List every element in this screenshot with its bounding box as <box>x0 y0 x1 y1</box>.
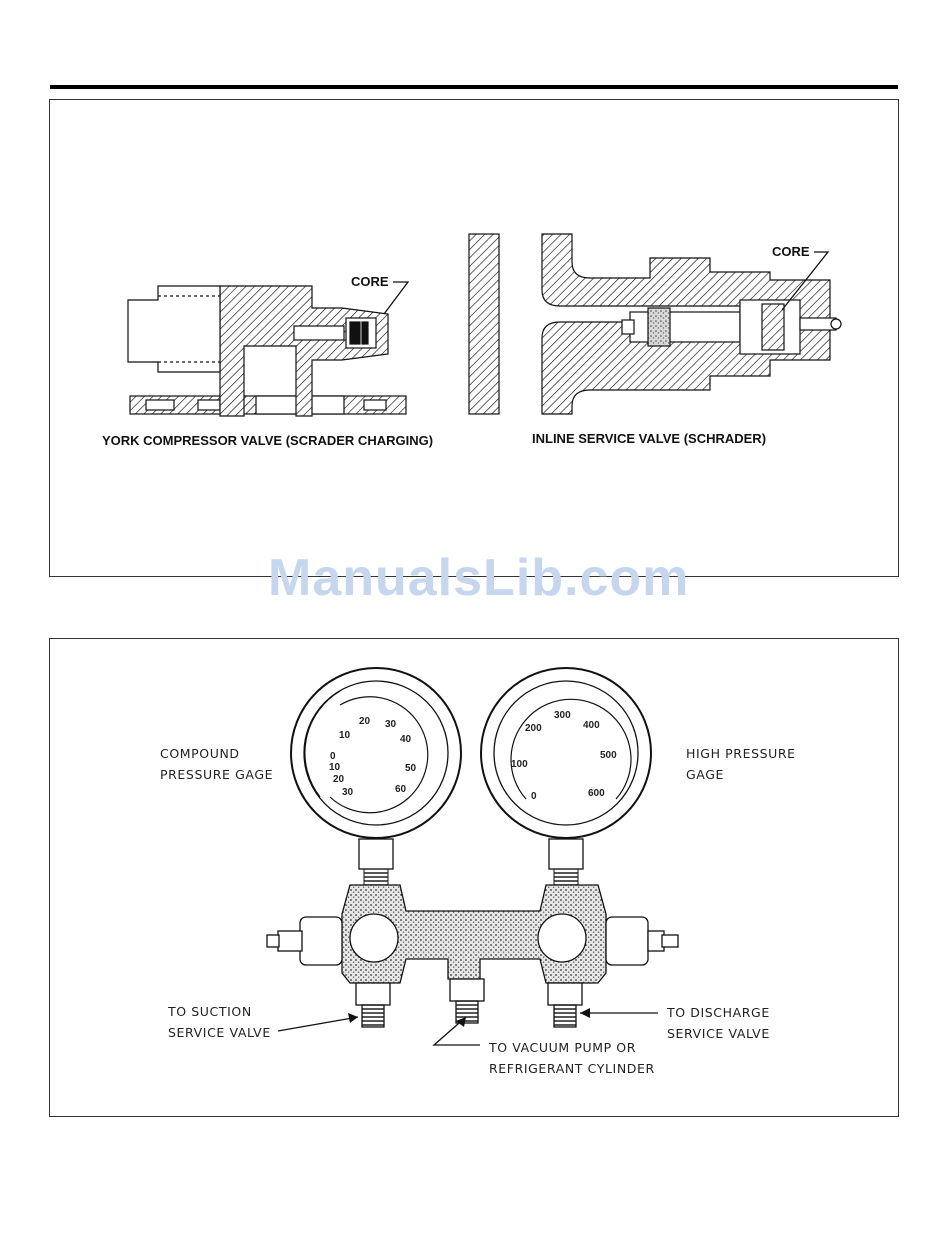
core-label-left: CORE <box>351 274 389 289</box>
high-pressure-gauge <box>481 668 651 885</box>
high-tick: 300 <box>554 710 571 721</box>
compound-tick: 10 <box>339 730 351 741</box>
high-gauge-label: HIGH PRESSURE <box>686 746 796 761</box>
discharge-label-2: SERVICE VALVE <box>667 1026 770 1041</box>
vacuum-label-2: REFRIGERANT CYLINDER <box>489 1061 655 1076</box>
valves-drawing <box>50 100 898 576</box>
figure-gauge-manifold <box>49 638 899 1117</box>
high-tick: 200 <box>525 723 542 734</box>
vacuum-label: TO VACUUM PUMP OR <box>489 1040 637 1055</box>
high-tick: 600 <box>588 788 605 799</box>
compound-tick: 30 <box>342 787 354 798</box>
compound-tick: 50 <box>405 763 417 774</box>
compound-tick: 30 <box>385 719 397 730</box>
compound-gauge-label-2: PRESSURE GAGE <box>160 767 274 782</box>
manifold-drawing <box>50 639 898 1116</box>
compound-gauge-label: COMPOUND <box>160 746 240 761</box>
top-rule <box>50 85 898 89</box>
high-tick: 500 <box>600 750 617 761</box>
compound-tick: 20 <box>359 716 371 727</box>
caption-york-valve: YORK COMPRESSOR VALVE (SCRADER CHARGING) <box>102 433 434 448</box>
arrowhead <box>348 1013 358 1023</box>
manifold-body <box>267 885 678 1027</box>
inline-service-valve <box>542 234 841 414</box>
compound-gauge <box>291 668 461 885</box>
high-tick: 100 <box>511 759 528 770</box>
high-gauge-label-2: GAGE <box>686 767 725 782</box>
compound-tick: 60 <box>395 784 407 795</box>
arrowhead <box>580 1008 590 1018</box>
watermark: ManualsLib.com <box>268 549 690 607</box>
figure-service-valves <box>49 99 899 577</box>
suction-label-2: SERVICE VALVE <box>168 1025 271 1040</box>
discharge-label: TO DISCHARGE <box>667 1005 770 1020</box>
compound-tick: 10 <box>329 762 341 773</box>
compound-tick: 40 <box>400 734 412 745</box>
compound-tick: 0 <box>330 751 336 762</box>
core-label-right: CORE <box>772 244 810 259</box>
suction-label: TO SUCTION <box>168 1004 252 1019</box>
caption-inline-valve: INLINE SERVICE VALVE (SCHRADER) <box>532 431 767 446</box>
high-tick: 0 <box>531 791 537 802</box>
york-compressor-valve <box>128 286 406 416</box>
compound-tick: 20 <box>333 774 345 785</box>
high-tick: 400 <box>583 720 600 731</box>
hatched-divider <box>469 234 499 414</box>
